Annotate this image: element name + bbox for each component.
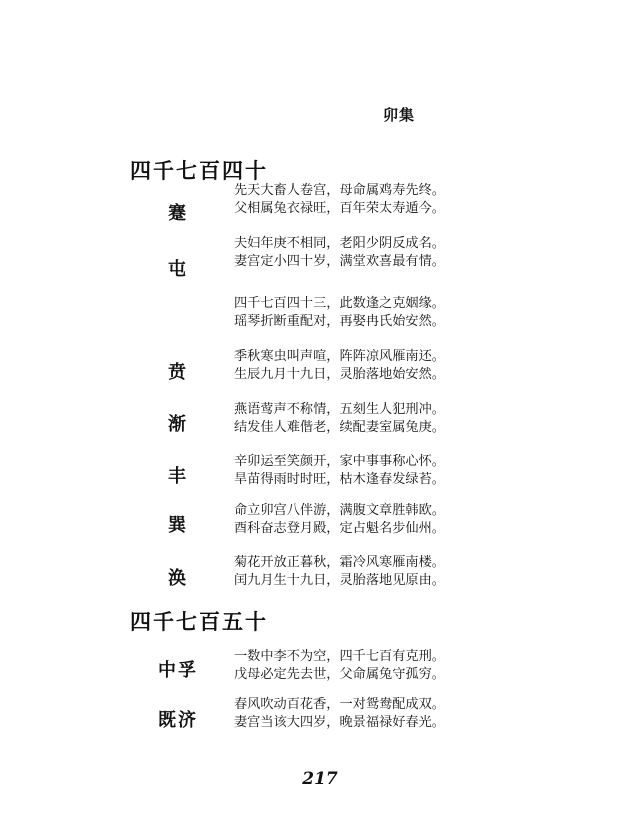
hexagram-name: 涣 [168, 568, 188, 589]
verse [234, 696, 445, 732]
verse [234, 295, 445, 331]
verse-line: 季秋寒虫叫声喧，阵阵凉风雁南还。 [234, 349, 445, 364]
entry [130, 648, 470, 688]
verse-line: 旱苗得雨时时旺，枯木逢春发绿苔。 [234, 472, 445, 487]
verse [234, 648, 445, 684]
entry [130, 182, 470, 222]
verse-line: 妻宫当该大四岁，晚景福禄好春光。 [234, 715, 445, 730]
verse-line: 菊花开放正暮秋，霜冷风寒雁南楼。 [234, 555, 445, 570]
hexagram-name: 屯 [168, 259, 188, 280]
hexagram-name: 渐 [168, 414, 188, 435]
verse-line: 春风吹动百花香，一对鸳鸯配成双。 [234, 697, 445, 712]
verse-line: 命立卯宫八伴游，满腹文章胜韩欧。 [234, 503, 445, 518]
verse-line: 辛卯运至笑颜开，家中事事称心怀。 [234, 454, 445, 469]
verse-line: 四千七百四十三，此数逢之克姻缘。 [234, 296, 445, 311]
hexagram-name: 巽 [168, 515, 188, 536]
verse-line: 父相属兔衣禄旺，百年荣太寿遁今。 [234, 201, 445, 216]
verse-line: 夫妇年庚不相同，老阳少阴反成名。 [234, 236, 445, 251]
verse-line: 妻宫定小四十岁，满堂欢喜最有情。 [234, 254, 445, 269]
entry [130, 401, 470, 441]
verse [234, 554, 445, 590]
entry [130, 502, 470, 542]
verse-line: 结发佳人难偕老，续配妻室属兔庚。 [234, 420, 445, 435]
entry [130, 453, 470, 493]
verse [234, 401, 445, 437]
verse-line: 闰九月生十九日，灵胎落地见原由。 [234, 573, 445, 588]
running-head: 卯集 [383, 106, 416, 124]
hexagram-name: 中孚 [158, 660, 198, 681]
entry [130, 554, 470, 594]
verse-line: 酉科奋志登月殿，定占魁名步仙州。 [234, 521, 445, 536]
page-number: 217 [302, 769, 338, 789]
entry [130, 348, 470, 388]
verse-line: 瑶琴折断重配对，再娶冉氏始安然。 [234, 314, 445, 329]
hexagram-name: 贲 [168, 362, 188, 383]
entry [130, 696, 470, 736]
hexagram-name: 既济 [158, 710, 198, 731]
hexagram-name: 蹇 [168, 203, 188, 224]
verse [234, 502, 445, 538]
verse [234, 348, 445, 384]
verse-line: 生辰九月十九日，灵胎落地始安然。 [234, 367, 445, 382]
verse-line: 燕语莺声不称情，五刻生人犯刑冲。 [234, 402, 445, 417]
verse [234, 235, 445, 271]
entry [130, 295, 470, 335]
verse-line: 一数中李不为空，四千七百有克刑。 [234, 649, 445, 664]
verse-line: 戊母必定先去世，父命属兔守孤穷。 [234, 667, 445, 682]
entry [130, 235, 470, 280]
verse [234, 182, 445, 218]
verse [234, 453, 445, 489]
section-title: 四千七百五十 [130, 609, 268, 634]
hexagram-name: 丰 [168, 466, 188, 487]
section-title: 四千七百四十 [130, 158, 268, 183]
verse-line: 先天大畜人卷宫，母命属鸡寿先终。 [234, 183, 445, 198]
